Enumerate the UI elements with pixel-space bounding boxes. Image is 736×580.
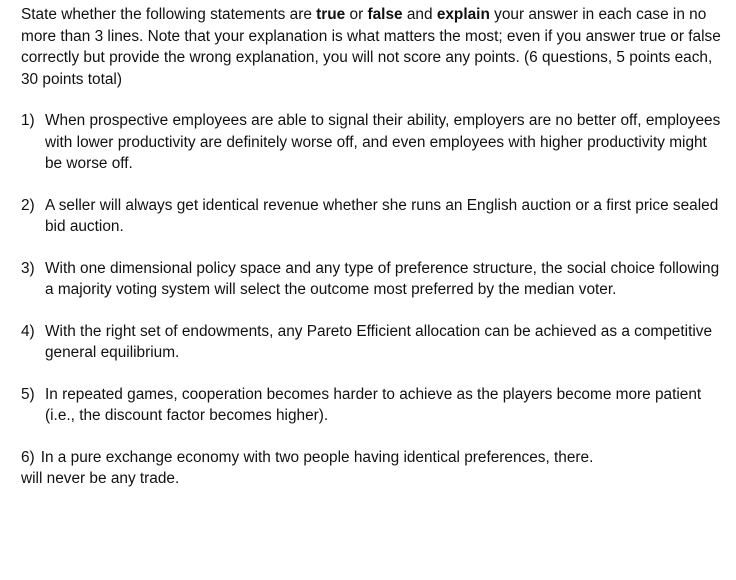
instructions-bold-false: false	[367, 6, 403, 23]
question-item-4	[21, 321, 726, 364]
question-item-6	[21, 447, 726, 490]
instructions-bold-true: true	[316, 6, 346, 23]
question-item-3	[21, 258, 726, 301]
question-list	[21, 110, 726, 490]
question-item-5	[21, 384, 726, 427]
question-number: 5)	[21, 385, 35, 403]
question-item-2	[21, 195, 726, 238]
instructions-text-2: or	[345, 6, 368, 23]
instructions-paragraph	[21, 4, 726, 90]
question-number: 6)	[21, 448, 35, 466]
instructions-bold-explain: explain	[436, 6, 490, 23]
instructions-text-1: State whether the following statements are	[21, 6, 317, 23]
question-text: When prospective employees are able to signal their ability, employers are no better off, employees with lower productivity are definitely worse off, and even employees with higher productivity might be worse off.	[45, 112, 721, 172]
question-text-line-2: will never be any trade.	[21, 470, 180, 487]
question-number: 2)	[21, 196, 35, 214]
question-number: 1)	[21, 112, 35, 129]
question-text: A seller will always get identical revenue whether she runs an English auction or a first price sealed bid auction.	[45, 196, 719, 235]
instructions-text-4: your answer in each case in no more than 3 lines. Note that your explanation is what matters the most; even if you answer true or false correctly but provide the wrong explanation, you will not score any points. (6 questions, 5 points each, 30 points total)	[21, 6, 721, 88]
question-text: In repeated games, cooperation becomes harder to achieve as the players become more patient (i.e., the discount factor becomes higher).	[45, 385, 702, 424]
question-text: With the right set of endowments, any Pareto Efficient allocation can be achieved as a competitive general equilibrium.	[45, 322, 713, 361]
question-number: 3)	[21, 259, 35, 277]
question-number: 4)	[21, 322, 35, 340]
instructions-text-3: and	[402, 6, 437, 23]
question-text: With one dimensional policy space and any type of preference structure, the social choice following a majority voting system will select the outcome most preferred by the median voter.	[45, 259, 720, 298]
question-item-1	[21, 110, 726, 175]
exam-document	[21, 4, 726, 490]
question-text-line-1: In a pure exchange economy with two people having identical preferences, there.	[40, 448, 594, 466]
